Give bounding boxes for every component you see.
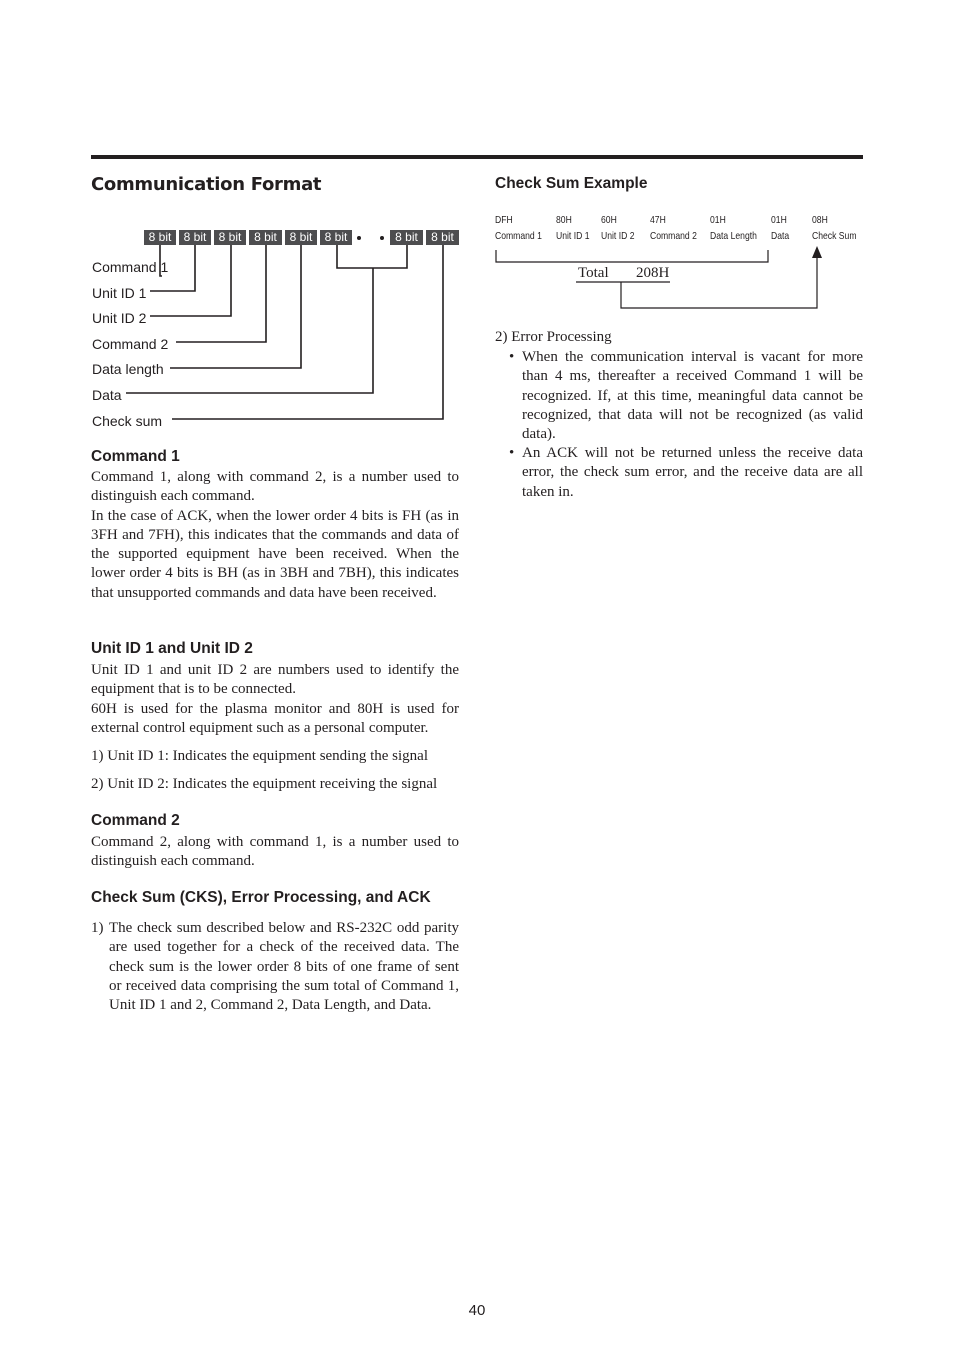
command2-para1: Command 2, along with command 1, is a number used to distinguish each command. — [91, 834, 459, 870]
unit-id-item2: 2) Unit ID 2: Indicates the equipment receiving the signal — [91, 776, 438, 792]
total-value: 208H — [636, 265, 670, 281]
command2-heading: Command 2 — [91, 812, 180, 829]
command1-heading: Command 1 — [91, 448, 180, 465]
hex-value: 80H — [556, 214, 572, 226]
hex-label: Command 2 — [650, 230, 697, 242]
checksum-bracket-lines — [0, 0, 954, 330]
hex-value: 01H — [771, 214, 787, 226]
hex-value: 60H — [601, 214, 617, 226]
field-label-command1: Command 1 — [92, 259, 169, 275]
bit-box: 8 bit — [426, 230, 459, 245]
bullet-dot-icon: • — [509, 445, 515, 461]
field-label-check-sum: Check sum — [92, 413, 163, 429]
hex-value: 47H — [650, 214, 666, 226]
bit-box: 8 bit — [390, 230, 423, 245]
command1-para2: In the case of ACK, when the lower order 4 bits is FH (as in 3FH and 7FH), this indicates that the commands and data of the supported equipment have been received. When the lower order 4 bits is BH (as in 3BH and 7BH), this indicates that unsupported commands and data have been received. — [91, 507, 459, 601]
command1-body — [91, 468, 459, 603]
field-label-unit-id2: Unit ID 2 — [92, 310, 147, 326]
checksum-item1 — [91, 919, 459, 1015]
hex-label: Check Sum — [812, 230, 857, 242]
command1-para1: Command 1, along with command 2, is a number used to distinguish each command. — [91, 469, 459, 505]
checksum-item1-number: 1) — [91, 920, 104, 936]
checksum-item1-text: The check sum described below and RS-232C odd parity are used together for a check of the received data. The check sum is the lower order 8 bits of one frame of sent or received data comprising the sum total of Command 1, Unit ID 1 and 2, Command 2, Data Length, and Data. — [109, 920, 459, 1014]
hex-value: DFH — [495, 214, 513, 226]
hex-label: Command 1 — [495, 230, 542, 242]
error-bullet-2-text: An ACK will not be returned unless the receive data error, the check sum error, and the receive data are all taken in. — [522, 445, 863, 500]
error-bullet-1 — [509, 348, 863, 444]
field-label-data: Data — [92, 387, 122, 403]
field-label-unit-id1: Unit ID 1 — [92, 285, 147, 301]
bit-box: 8 bit — [179, 230, 211, 245]
error-bullet-2 — [509, 444, 863, 502]
total-label: Total — [578, 265, 609, 281]
hex-value: 01H — [710, 214, 726, 226]
error-bullet-1-text: When the communication interval is vacant for more than 4 ms, thereafter a received Command 1 will be recognized. If, at this time, meaningful data cannot be recognized, that data will not be recognized (as valid data). — [522, 349, 863, 443]
page-number: 40 — [468, 1302, 486, 1319]
error-processing-heading: 2) Error Processing — [495, 329, 612, 345]
unit-id-para2: 60H is used for the plasma monitor and 80H is used for external control equipment such as a personal computer. — [91, 700, 459, 736]
hex-label: Data — [771, 230, 790, 242]
bullet-dot-icon: • — [509, 349, 515, 365]
bit-box: 8 bit — [249, 230, 282, 245]
hex-value: 08H — [812, 214, 828, 226]
hex-label: Unit ID 2 — [601, 230, 635, 242]
bit-box: 8 bit — [285, 230, 317, 245]
unit-id-item1: 1) Unit ID 1: Indicates the equipment sending the signal — [91, 748, 429, 764]
field-label-data-length: Data length — [92, 361, 164, 377]
unit-id-para1: Unit ID 1 and unit ID 2 are numbers used to identify the equipment that is to be connected. — [91, 662, 459, 698]
unit-id-body — [91, 661, 459, 738]
bit-box: 8 bit — [144, 230, 176, 245]
bit-box: 8 bit — [320, 230, 352, 245]
field-label-command2: Command 2 — [92, 336, 169, 352]
hex-label: Unit ID 1 — [556, 230, 590, 242]
section-title: Communication Format — [91, 174, 322, 195]
unit-id-heading: Unit ID 1 and Unit ID 2 — [91, 640, 253, 657]
arrow-head-icon — [812, 246, 822, 258]
checksum-heading: Check Sum (CKS), Error Processing, and ACK — [91, 889, 431, 906]
checksum-example-heading: Check Sum Example — [495, 175, 648, 192]
bit-box: 8 bit — [214, 230, 246, 245]
hex-label: Data Length — [710, 230, 757, 242]
